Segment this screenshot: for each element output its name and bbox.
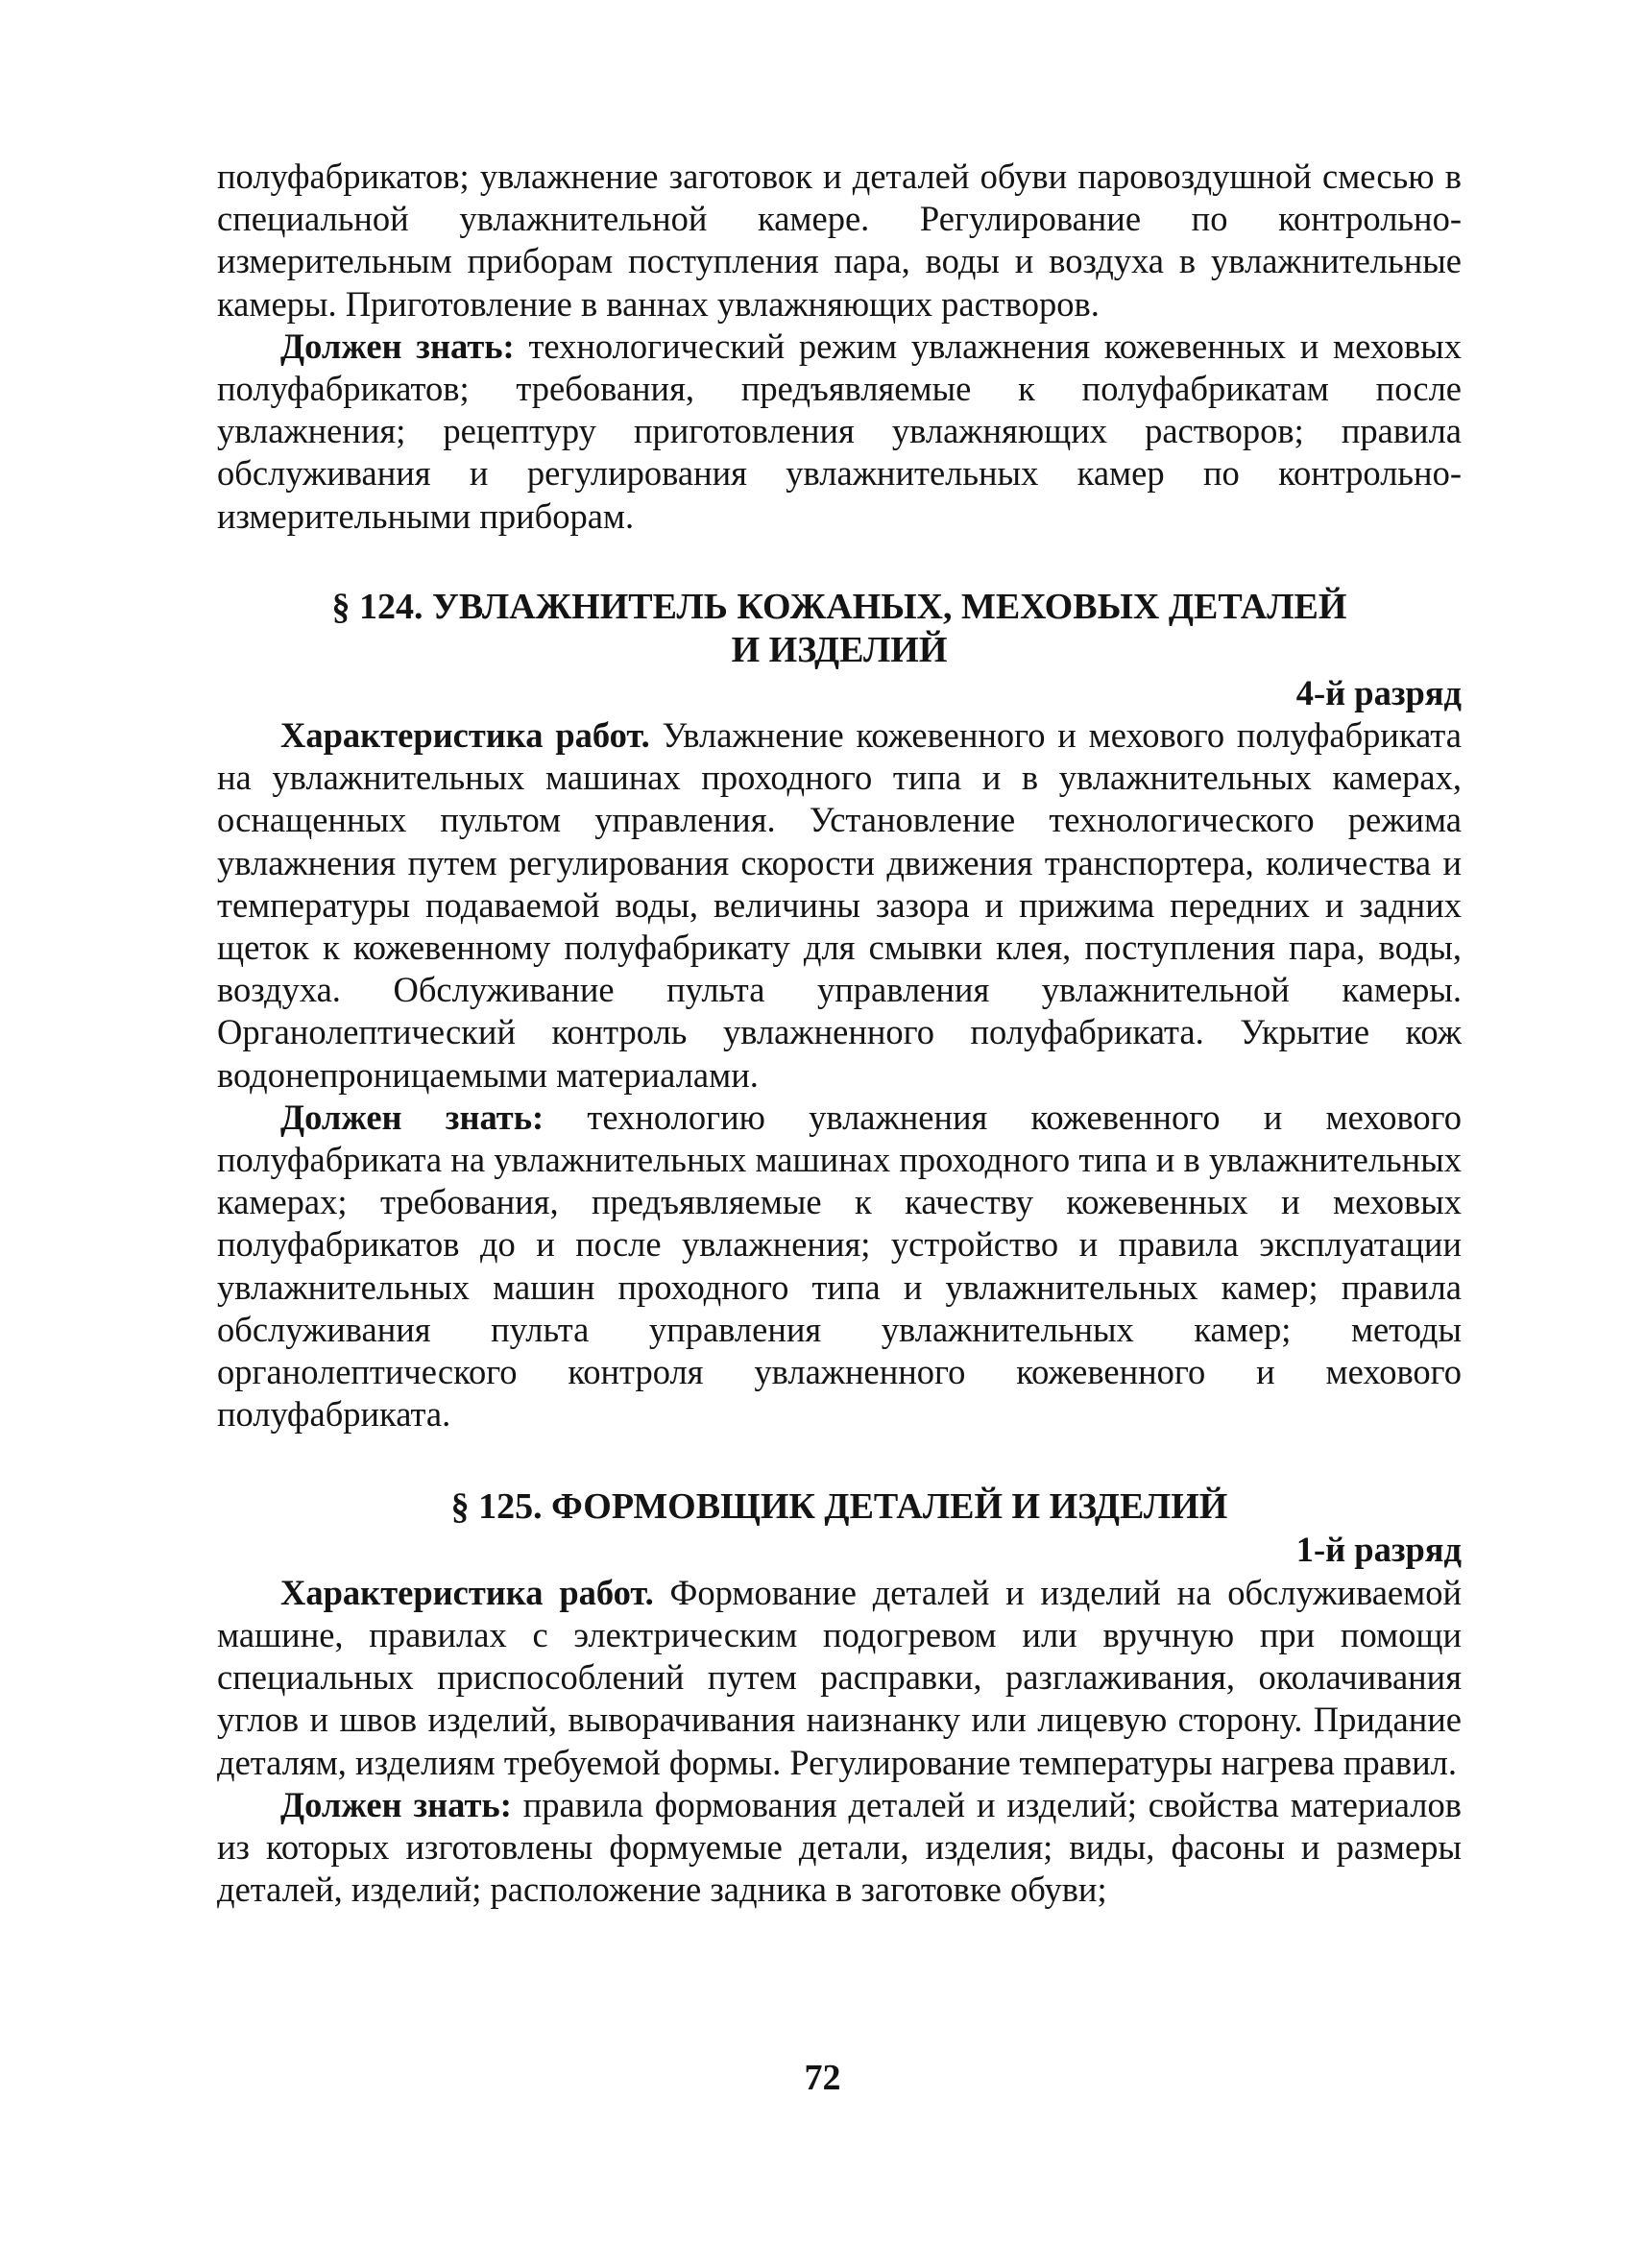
section-125-grade: 1-й разряд xyxy=(1295,1530,1462,1570)
characteristics-text: Формование деталей и изделий на обслуживаемой машине, правилах с электрическим подогревом или вручную при помощи специальных приспособлений путем расправки, разглаживания, околачивания углов и швов изделий, выворачивания наизнанку или лицевую сторону. Придание деталям, изделиям требуемой формы. Регулирование температуры нагрева правил. xyxy=(217,1572,1463,1782)
section-124-title xyxy=(217,586,1462,672)
must-know-text: правила формования деталей и изделий; свойства материалов из которых изготовлены формуемые детали, изделия; виды, фасоны и размеры деталей, изделий; расположение задника в заготовке обуви; xyxy=(217,1784,1462,1910)
section-124-characteristics xyxy=(217,714,1462,1097)
spacer xyxy=(217,538,1462,586)
must-know-text: технологический режим увлажнения кожевенных и меховых полуфабрикатов; требования, предъявляемые к полуфабрикатам после увлажнения; рецептуру приготовления увлажняющих растворов; правила обслуживания и регулирования увлажнительных камер по контрольно-измерительными приборам. xyxy=(217,326,1462,536)
intro-text: полуфабрикатов; увлажнение заготовок и деталей обуви паровоздушной смесью в специальной увлажнительной камере. Регулирование по контрольно-измерительным приборам поступления пара, воды и воздуха в увлажнительные камеры. Приготовление в ваннах увлажняющих растворов. xyxy=(217,157,1462,324)
section-125-characteristics xyxy=(217,1572,1462,1784)
must-know-text: технологию увлажнения кожевенного и мехового полуфабриката на увлажнительных машинах проходного типа и в увлажнительных камерах; требования, предъявляемые к качеству кожевенных и меховых полуфабрикатов до и после увлажнения; устройство и правила эксплуатации увлажнительных машин проходного типа и увлажнительных камер; правила обслуживания пульта управления увлажнительных камер; методы органолептического контроля увлажненного кожевенного и мехового полуфабриката. xyxy=(217,1097,1462,1435)
must-know-label: Должен знать: xyxy=(280,1784,512,1824)
section-125-must-know xyxy=(217,1784,1462,1912)
section-124-must-know xyxy=(217,1097,1462,1436)
must-know-label: Должен знать: xyxy=(280,326,515,366)
characteristics-label: Характеристика работ. xyxy=(280,1572,654,1612)
page-number: 72 xyxy=(804,2058,841,2098)
section-125-title: § 125. ФОРМОВЩИК ДЕТАЛЕЙ И ИЗДЕЛИЙ xyxy=(450,1486,1228,1528)
characteristics-label: Характеристика работ. xyxy=(280,715,650,756)
characteristics-text: Увлажнение кожевенного и мехового полуфабриката на увлажнительных машинах проходного типа и в увлажнительных камерах, оснащенных пультом управления. Установление технологического режима увлажнения путем регулирования скорости движения транспортера, количества и температуры подаваемой воды, величины зазора и прижима передних и задних щеток к кожевенному полуфабрикату для смывки клея, поступления пара, воды, воздуха. Обслуживание пульта управления увлажнительной камеры. Органолептический контроль увлажненного полуфабриката. Укрытие кож водонепроницаемыми материалами. xyxy=(217,715,1462,1095)
section-124-grade: 4-й разряд xyxy=(1295,672,1462,712)
page-body xyxy=(217,156,1462,1911)
spacer xyxy=(217,1436,1462,1485)
intro-paragraph xyxy=(217,156,1462,326)
section-124-title-line1: § 124. УВЛАЖНИТЕЛЬ КОЖАНЫХ, МЕХОВЫХ ДЕТАЛЕЙ xyxy=(331,586,1347,627)
must-know-label: Должен знать: xyxy=(280,1097,544,1137)
intro-must-know-paragraph xyxy=(217,326,1462,538)
section-124-title-line2: И ИЗДЕЛИЙ xyxy=(731,629,948,670)
